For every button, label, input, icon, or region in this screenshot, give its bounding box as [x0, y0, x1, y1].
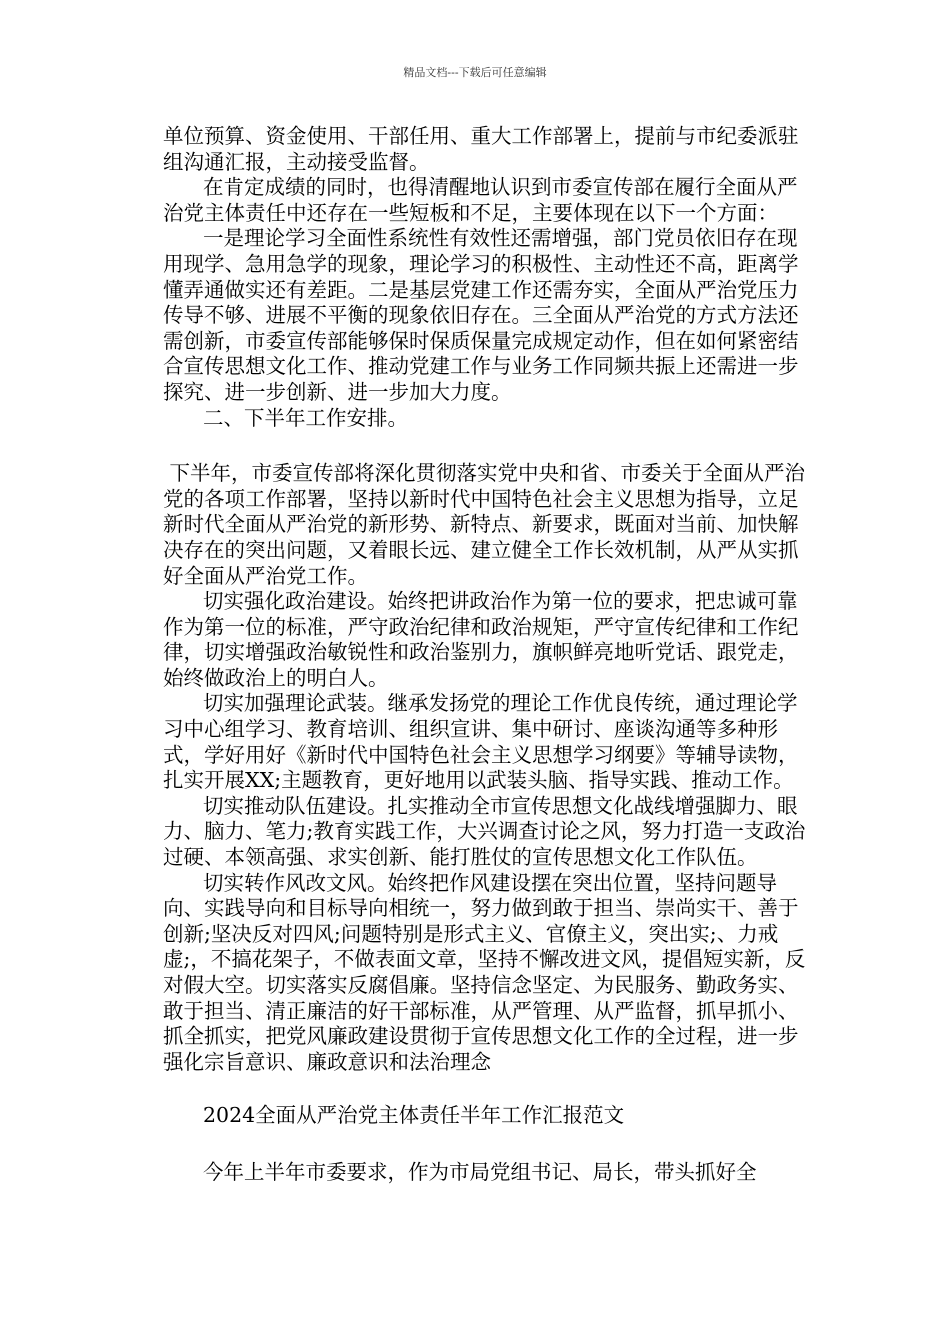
paragraph-work-style: 切实转作风改文风。始终把作风建设摆在突出位置，坚持问题导向、实践导向和目标导向相统一，努力做到敢于担当、崇尚实干、善于创新;坚决反对四风;问题特别是形式主义、官僚主义，突出实;、力戒虚;，不搞花架子，不做表面文章，坚持不懈改进文风，提倡短实新，反对假大空。切实落实反腐倡廉。坚持信念坚定、为民服务、勤政务实、敢于担当、清正廉洁的好干部标准，从严管理、从严监督，抓早抓小、抓全抓实，把党风廉政建设贯彻于宣传思想文化工作的全过程，进一步强化宗旨意识、廉政意识和法治理念	[163, 870, 806, 1074]
section-heading-second-half-plan: 二、下半年工作安排。	[203, 405, 408, 430]
paragraph-shortcomings-detail: 一是理论学习全面性系统性有效性还需增强，部门党员依旧存在现用现学、急用急学的现象，理论学习的积极性、主动性还不高，距离学懂弄通做实还有差距。二是基层党建工作还需夯实，全面从严治党压力传导不够、进展不平衡的现象依旧存在。三全面从严治党的方式方法还需创新，市委宣传部能够保时保质保量完成规定动作，但在如何紧密结合宣传思想文化工作、推动党建工作与业务工作同频共振上还需进一步探究、进一步创新、进一步加大力度。	[163, 226, 799, 404]
paragraph-political-building: 切实强化政治建设。始终把讲政治作为第一位的要求，把忠诚可靠作为第一位的标准，严守政治纪律和政治规矩，严守宣传纪律和工作纪律，切实增强政治敏锐性和政治鉴别力，旗帜鲜亮地听党话、跟党走，始终做政治上的明白人。	[163, 589, 799, 690]
document-body	[163, 124, 813, 1186]
paragraph-shortcomings-intro: 在肯定成绩的同时，也得清醒地认识到市委宣传部在履行全面从严治党主体责任中还存在一些短板和不足，主要体现在以下一个方面：	[163, 175, 798, 225]
paragraph-theory-armament: 切实加强理论武装。继承发扬党的理论工作优良传统，通过理论学习中心组学习、教育培训、组织宣讲、集中研讨、座谈沟通等多种形式，学好用好《新时代中国特色社会主义思想学习纲要》等辅导读物，扎实开展XX;主题教育，更好地用以武装头脑、指导实践、推动工作。	[163, 691, 799, 793]
paragraph-team-building: 切实推动队伍建设。扎实推动全市宣传思想文化战线增强脚力、眼力、脑力、笔力;教育实践工作，大兴调查讨论之风，努力打造一支政治过硬、本领高强、求实创新、能打胜仗的宣传思想文化工作队伍。	[163, 793, 806, 870]
paragraph-continuation: 单位预算、资金使用、干部任用、重大工作部署上，提前与市纪委派驻组沟通汇报，主动接受监督。	[163, 124, 799, 174]
paragraph-new-report-opening: 今年上半年市委要求，作为市局党组书记、局长，带头抓好全	[203, 1159, 757, 1184]
paragraph-second-half-overview: 下半年，市委宣传部将深化贯彻落实党中央和省、市委关于全面从严治党的各项工作部署，坚持以新时代中国特色社会主义思想为指导，立足新时代全面从严治党的新形势、新特点、新要求，既面对当前、加快解决存在的突出问题，又着眼长远、建立健全工作长效机制，从严从实抓好全面从严治党工作。	[163, 461, 806, 588]
document-title: 2024全面从严治党主体责任半年工作汇报范文	[203, 1103, 625, 1128]
page-header-note: 精品文档---下载后可任意编辑	[403, 66, 547, 79]
